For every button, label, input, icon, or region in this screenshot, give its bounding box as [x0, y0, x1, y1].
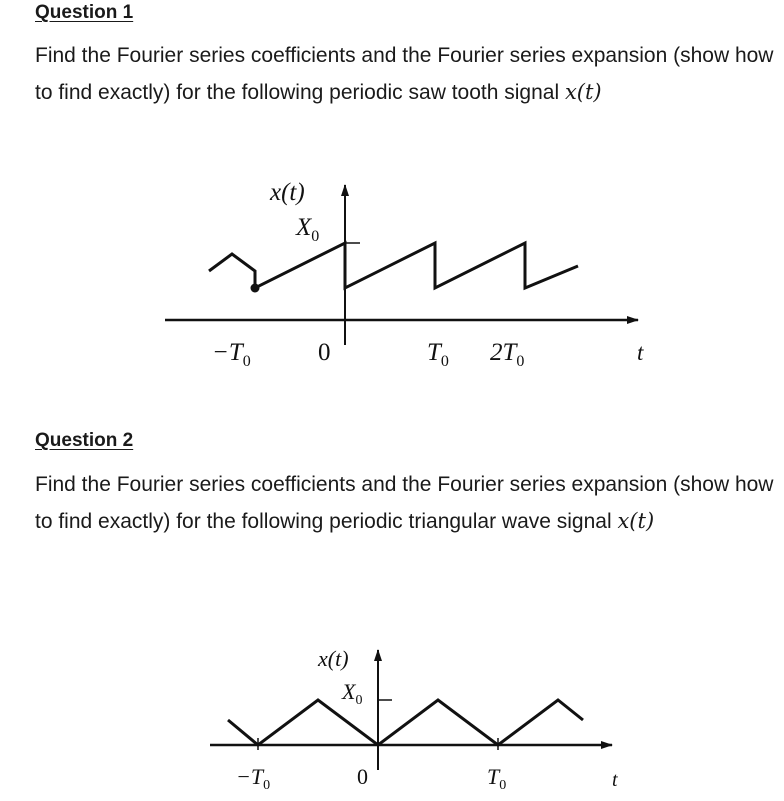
- sawtooth-y-label: x(t): [270, 179, 305, 206]
- question-1-heading: Question 1: [35, 2, 134, 23]
- question-1-text: [35, 37, 775, 111]
- tick-label-zero: 0: [357, 764, 368, 789]
- axis-variable-t: t: [637, 340, 644, 365]
- tick-label-2t0: $2T_0$: [490, 339, 525, 370]
- sawtooth-amplitude-label: $X_0$: [296, 214, 320, 245]
- question-2-variable: x(t): [617, 509, 655, 533]
- triangular-amplitude-label: $X_0$: [342, 679, 363, 708]
- sawtooth-waveform: [209, 243, 578, 288]
- axis-variable-t: t: [612, 769, 618, 791]
- triangular-figure: [0, 640, 784, 801]
- tick-label-minus-t0: $-T_0$: [236, 764, 271, 793]
- question-2-heading: Question 2: [35, 430, 134, 451]
- tick-label-t0: $T_0$: [487, 764, 507, 793]
- tick-label-t0: $T_0$: [427, 339, 449, 370]
- question-1-variable: x(t): [564, 80, 602, 104]
- triangular-waveform: [228, 700, 583, 745]
- tick-label-zero: 0: [318, 339, 331, 366]
- triangular-y-label: x(t): [318, 646, 349, 671]
- question-2-body: Find the Fourier series coefficients and the Fourier series expansion (show how to find exactly) for the following periodic triangular wave signal: [35, 473, 774, 533]
- question-2-text: [35, 466, 775, 540]
- sawtooth-figure: [0, 170, 784, 385]
- tick-label-minus-t0: $-T_0$: [212, 339, 251, 370]
- question-1-body: Find the Fourier series coefficients and the Fourier series expansion (show how to find exactly) for the following periodic saw tooth signal: [35, 44, 774, 104]
- waveform-point: [251, 284, 260, 293]
